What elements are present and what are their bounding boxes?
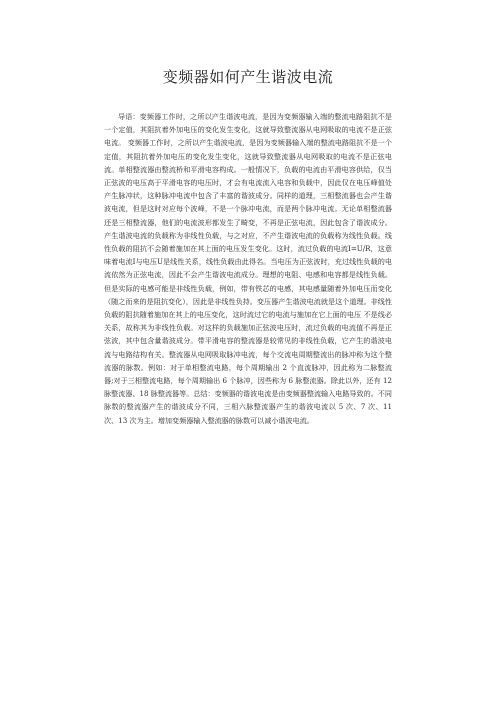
- document-title: 变频器如何产生谐波电流: [162, 68, 334, 86]
- document-body-paragraph: 导语：变频器工作时，之所以产生谐波电流，是因为变频器输入端的整流电路阻抗不是一个定值，其阻抗着外加电压的变化发生变化，这就导致整流器从电网吸取的电流不是正弦电流。 变频器工作时，之所以产生谐波电流，是因为变频器输入端的整流电路阻抗不是一个定值，其阻抗着外加电压的变化发生变化，这就导致整流器从电网吸取的电流不是正弦电流。单相整流器由整流桥和平滑电容构成。一般情况下，负载的电流由平滑电容供给，仅当正弦波的电压高于平滑电容的电压时，才会有电流流入电容和负载中，因此仅在电压峰值处产生脉冲状，这种脉冲电流中包含了丰富的谐波成分。同样的道理，三相整流器也会产生谐波电流，但是这时对应每个波峰，不是一个脉冲电流，而是两个脉冲电流。无论单相整流器还是三相整流器，他们的电流波形都发生了畸变，不再是正弦电流，因此包含了谐波成分。产生谐波电流的负载称为非线性负载，与之对应，不产生谐波电流的负载称为线性负载。线性负载的阻抗不会随着施加在其上面的电压发生变化。这时，流过负载的电流I=U/R，这意味着电流I与电压U是线性关系，线性负载由此得名。当电压为正弦波时，充过线性负载的电流依然为正弦电流，因此不会产生谐波电流成分。理想的电阻、电感和电容都是线性负载。但是实际的电感可能是非线性负载，例如，带有铁芯的电感，其电感量随着外加电压而变化（随之而来的是阻抗变化），因此是非线性负持。变压器产生谐波电流就是这个道理。非线性负载的阻抗随着施加在其上的电压变化，这时流过它的电流与施加在它上面的电压 不是线必关系，故称其为非线性负载。对这样的负载施加正弦波电压时，流过负载的电流值不再是正弦波，其中包含量谐波成分。带平滑电容的整流器是较常见的非线性负载，它产生的谐波电流与电路结构有关。整流器从电网吸取脉冲电流，每个交流电周期整流出的脉冲称为这个整流器的脉数。例如：对于单相整流电路，每个周期输出 2 个直流脉冲，因此称为二脉整流器;对于三相整流电路，每个周期输出 6 个脉冲，因些称为 6 脉整流器。除此以外，还有 12 脉整流器、18 脉整流器等。总结：变频器的谐波电流是由变频器整流输入电路导致的。不同脉数的整流器产生的谐波成分不同，三相六脉整流器产生的谐波电流以 5 次、7 次、11 次、13 次为主。增加变频器输入整流器的脉数可以减小谐波电流。: [104, 112, 392, 425]
